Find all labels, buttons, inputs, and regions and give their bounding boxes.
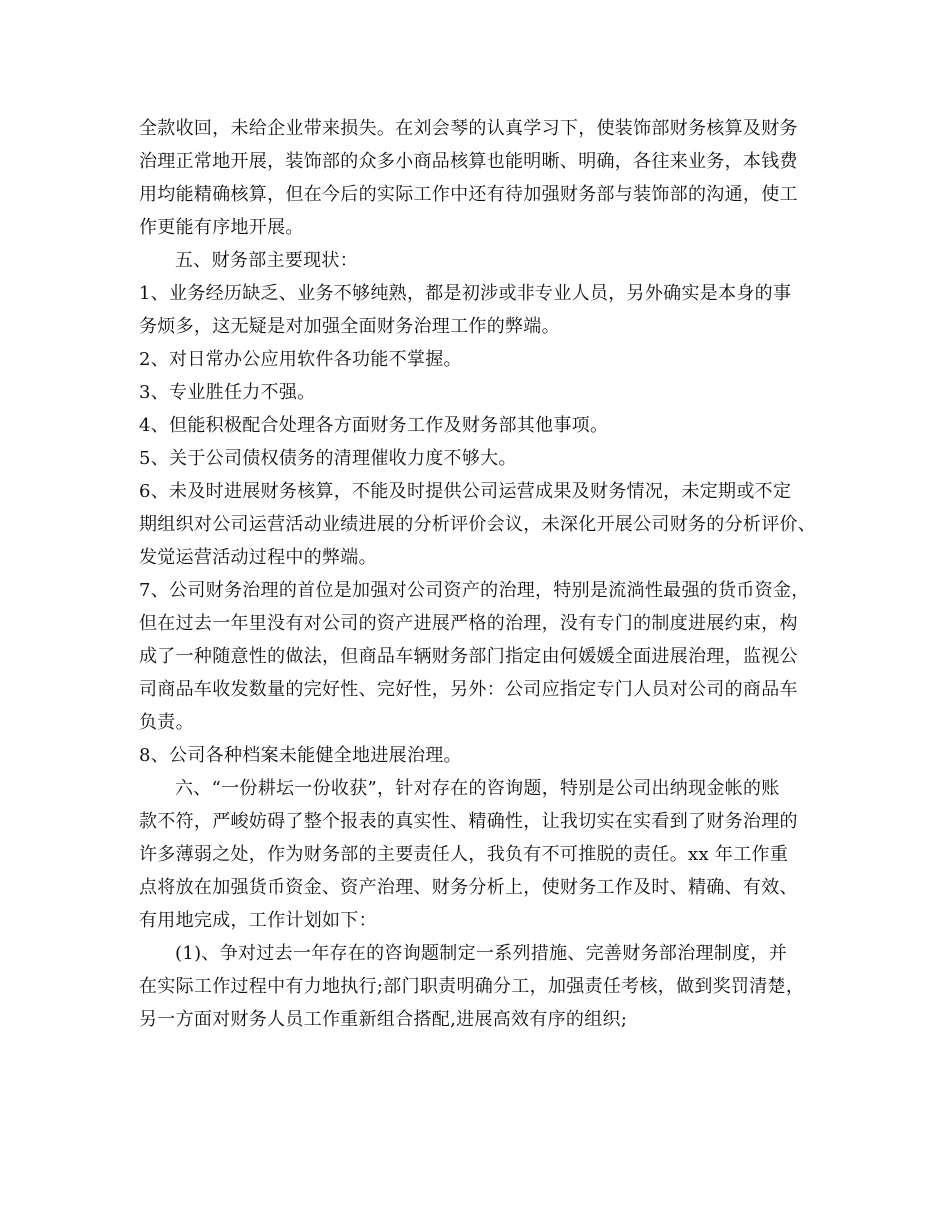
text-line: 期组织对公司运营活动业绩进展的分析评价会议，未深化开展公司财务的分析评价、: [139, 514, 817, 535]
text-line: 款不符，严峻妨碍了整个报表的真实性、精确性，让我切实在实看到了财务治理的: [139, 811, 798, 832]
text-line: 许多薄弱之处，作为财务部的主要责任人，我负有不可推脱的责任。xx 年工作重: [139, 844, 789, 865]
list-item: 8、公司各种档案未能健全地进展治理。: [139, 745, 462, 766]
list-item: (1)、争对过去一年存在的咨询题制定一系列措施、完善财务部治理制度，并: [175, 943, 787, 964]
list-item: 1、业务经历缺乏、业务不够纯熟，都是初涉或非专业人员，另外确实是本身的事: [139, 283, 792, 304]
text-line: 但在过去一年里没有对公司的资产进展严格的治理，没有专门的制度进展约束，构: [139, 613, 798, 634]
list-item: 2、对日常办公应用软件各功能不掌握。: [139, 349, 462, 370]
list-item: 3、专业胜任力不强。: [139, 382, 316, 403]
text-line: 在实际工作过程中有力地执行;部门职责明确分工，加强责任考核，做到奖罚清楚，: [139, 976, 805, 997]
text-line: 有用地完成，工作计划如下：: [139, 910, 377, 931]
text-line: 全款收回，未给企业带来损失。在刘会琴的认真学习下，使装饰部财务核算及财务: [139, 118, 798, 139]
document-body: [139, 112, 829, 1036]
list-item: 5、关于公司债权债务的清理催收力度不够大。: [139, 448, 517, 469]
list-item: 4、但能积极配合处理各方面财务工作及财务部其他事项。: [139, 415, 609, 436]
text-line: 务烦多，这无疑是对加强全面财务治理工作的弊端。: [139, 316, 560, 337]
text-line: 另一方面对财务人员工作重新组合搭配,进展高效有序的组织;: [139, 1009, 628, 1030]
section-heading: 六、“一份耕坛一份收获”，针对存在的咨询题，特别是公司出纳现金帐的账: [175, 778, 780, 799]
text-line: 作更能有序地开展。: [139, 217, 304, 238]
text-line: 成了一种随意性的做法，但商品车辆财务部门指定由何媛媛全面进展治理，监视公: [139, 646, 798, 667]
text-line: 治理正常地开展，装饰部的众多小商品核算也能明晰、明确，各往来业务，本钱费: [139, 151, 798, 172]
text-line: 点将放在加强货币资金、资产治理、财务分析上，使财务工作及时、精确、有效、: [139, 877, 798, 898]
list-item: 7、公司财务治理的首位是加强对公司资产的治理，特别是流淌性最强的货币资金，: [139, 580, 810, 601]
list-item: 6、未及时进展财务核算，不能及时提供公司运营成果及财务情况，未定期或不定: [139, 481, 792, 502]
text-line: 发觉运营活动过程中的弊端。: [139, 547, 377, 568]
section-heading: 五、财务部主要现状：: [175, 250, 358, 271]
text-line: 负责。: [139, 712, 194, 733]
text-line: 司商品车收发数量的完好性、完好性，另外：公司应指定专门人员对公司的商品车: [139, 679, 798, 700]
text-line: 用均能精确核算，但在今后的实际工作中还有待加强财务部与装饰部的沟通，使工: [139, 184, 798, 205]
